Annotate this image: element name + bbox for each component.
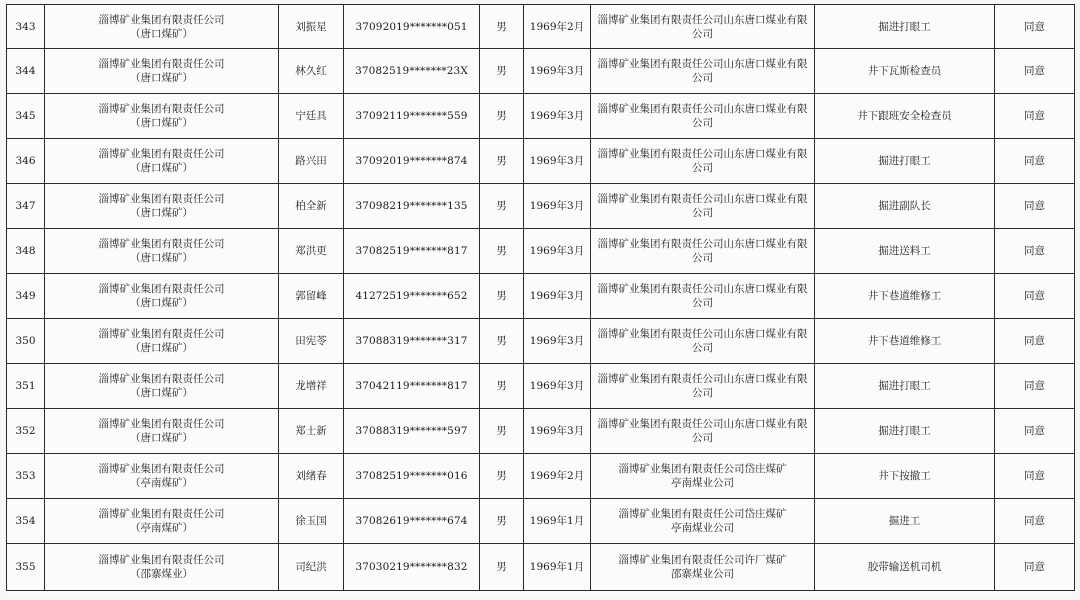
work-unit-cell (591, 49, 815, 94)
job-title: 掘进送料工 (815, 229, 995, 274)
company-cell-line: 淄博矿业集团有限责任公司 (98, 238, 225, 250)
sex-cell: 男 (480, 454, 524, 499)
table-row (7, 364, 1075, 409)
row-number: 343 (7, 5, 45, 49)
approval-cell: 同意 (995, 229, 1075, 274)
sex-cell: 男 (480, 274, 524, 319)
work-unit-cell (591, 544, 815, 591)
work-unit-cell-line: 公司 (692, 117, 713, 129)
work-unit-cell-line: 公司 (692, 252, 713, 264)
work-unit-cell-line: 公司 (692, 207, 713, 219)
id-number: 41272519*******652 (344, 274, 480, 319)
id-number: 37092019*******874 (344, 139, 480, 184)
approval-cell: 同意 (995, 499, 1075, 544)
approval-cell: 同意 (995, 184, 1075, 229)
birth-date: 1969年3月 (524, 274, 591, 319)
company-cell (45, 319, 279, 364)
job-title: 掘进打眼工 (815, 364, 995, 409)
job-title: 井下巷道维修工 (815, 274, 995, 319)
table-row (7, 499, 1075, 544)
company-cell-line: 淄博矿业集团有限责任公司 (98, 193, 225, 205)
work-unit-cell-line: 淄博矿业集团有限责任公司山东唐口煤业有限 (597, 193, 808, 205)
company-cell-line: （唐口煤矿） (130, 27, 193, 40)
table-row (7, 409, 1075, 454)
birth-date: 1969年3月 (524, 229, 591, 274)
work-unit-cell-line: 公司 (692, 387, 713, 399)
company-cell (45, 274, 279, 319)
company-cell-line: （亭南煤矿） (130, 477, 193, 489)
company-cell-line: 淄博矿业集团有限责任公司 (98, 508, 225, 520)
company-cell-line: 淄博矿业集团有限责任公司 (98, 103, 225, 115)
row-number: 351 (7, 364, 45, 409)
row-number: 352 (7, 409, 45, 454)
approval-cell: 同意 (995, 274, 1075, 319)
birth-date: 1969年3月 (524, 319, 591, 364)
company-cell (45, 5, 279, 49)
company-cell (45, 454, 279, 499)
company-cell-line: （唐口煤矿） (130, 72, 193, 84)
work-unit-cell-line: 淄博矿业集团有限责任公司山东唐口煤业有限 (597, 58, 808, 70)
work-unit-cell-line: 邵寨煤业公司 (671, 568, 734, 580)
work-unit-cell-line: 淄博矿业集团有限责任公司山东唐口煤业有限 (597, 283, 808, 295)
table-row (7, 5, 1075, 49)
work-unit-cell (591, 139, 815, 184)
work-unit-cell-line: 淄博矿业集团有限责任公司山东唐口煤业有限 (597, 418, 808, 430)
company-cell-line: （唐口煤矿） (130, 432, 193, 444)
company-cell-line: （唐口煤矿） (130, 162, 193, 174)
job-title: 胶带输送机司机 (815, 544, 995, 591)
company-cell-line: （唐口煤矿） (130, 387, 193, 399)
company-cell (45, 94, 279, 139)
id-number: 37098219*******135 (344, 184, 480, 229)
work-unit-cell-line: 淄博矿业集团有限责任公司山东唐口煤业有限 (597, 328, 808, 340)
company-cell (45, 499, 279, 544)
row-number: 349 (7, 274, 45, 319)
birth-date: 1969年1月 (524, 544, 591, 591)
personnel-table (6, 4, 1075, 591)
row-number: 344 (7, 49, 45, 94)
work-unit-cell-line: 淄博矿业集团有限责任公司山东唐口煤业有限 (597, 13, 808, 26)
company-cell-line: （唐口煤矿） (130, 342, 193, 354)
work-unit-cell-line: 公司 (692, 432, 713, 444)
birth-date: 1969年3月 (524, 184, 591, 229)
sex-cell: 男 (480, 184, 524, 229)
company-cell (45, 184, 279, 229)
job-title: 掘进工 (815, 499, 995, 544)
job-title: 井下巷道维修工 (815, 319, 995, 364)
company-cell-line: （唐口煤矿） (130, 252, 193, 264)
person-name: 柏全新 (279, 184, 344, 229)
table-row (7, 49, 1075, 94)
work-unit-cell (591, 5, 815, 49)
birth-date: 1969年2月 (524, 5, 591, 49)
birth-date: 1969年2月 (524, 454, 591, 499)
company-cell (45, 364, 279, 409)
sex-cell: 男 (480, 364, 524, 409)
sex-cell: 男 (480, 94, 524, 139)
company-cell-line: 淄博矿业集团有限责任公司 (98, 13, 225, 26)
work-unit-cell (591, 229, 815, 274)
person-name: 刘绪春 (279, 454, 344, 499)
work-unit-cell (591, 409, 815, 454)
work-unit-cell-line: 公司 (692, 162, 713, 174)
company-cell-line: 淄博矿业集团有限责任公司 (98, 283, 225, 295)
approval-cell: 同意 (995, 364, 1075, 409)
person-name: 徐玉国 (279, 499, 344, 544)
approval-cell: 同意 (995, 454, 1075, 499)
work-unit-cell-line: 淄博矿业集团有限责任公司山东唐口煤业有限 (597, 148, 808, 160)
person-name: 郑士新 (279, 409, 344, 454)
work-unit-cell (591, 274, 815, 319)
work-unit-cell-line: 公司 (692, 342, 713, 354)
person-name: 司纪洪 (279, 544, 344, 591)
work-unit-cell (591, 454, 815, 499)
work-unit-cell (591, 319, 815, 364)
person-name: 龙增祥 (279, 364, 344, 409)
company-cell-line: （唐口煤矿） (130, 117, 193, 129)
work-unit-cell-line: 淄博矿业集团有限责任公司山东唐口煤业有限 (597, 103, 808, 115)
person-name: 郭留峰 (279, 274, 344, 319)
birth-date: 1969年3月 (524, 49, 591, 94)
table-row (7, 94, 1075, 139)
row-number: 345 (7, 94, 45, 139)
work-unit-cell-line: 淄博矿业集团有限责任公司岱庄煤矿 (618, 508, 787, 520)
person-name: 林久红 (279, 49, 344, 94)
person-name: 刘振星 (279, 5, 344, 49)
row-number: 347 (7, 184, 45, 229)
table-row (7, 139, 1075, 184)
work-unit-cell (591, 184, 815, 229)
approval-cell: 同意 (995, 49, 1075, 94)
id-number: 37042119*******817 (344, 364, 480, 409)
person-name: 路兴田 (279, 139, 344, 184)
birth-date: 1969年1月 (524, 499, 591, 544)
company-cell (45, 544, 279, 591)
work-unit-cell (591, 364, 815, 409)
work-unit-cell-line: 亭南煤业公司 (671, 522, 734, 534)
row-number: 353 (7, 454, 45, 499)
work-unit-cell (591, 499, 815, 544)
company-cell-line: （邵寨煤业） (130, 568, 193, 580)
company-cell-line: 淄博矿业集团有限责任公司 (98, 418, 225, 430)
company-cell-line: 淄博矿业集团有限责任公司 (98, 148, 225, 160)
approval-cell: 同意 (995, 319, 1075, 364)
approval-cell: 同意 (995, 409, 1075, 454)
approval-cell: 同意 (995, 139, 1075, 184)
company-cell (45, 229, 279, 274)
company-cell (45, 49, 279, 94)
work-unit-cell-line: 淄博矿业集团有限责任公司许厂煤矿 (618, 554, 787, 566)
sex-cell: 男 (480, 5, 524, 49)
company-cell-line: （唐口煤矿） (130, 207, 193, 219)
row-number: 355 (7, 544, 45, 591)
work-unit-cell-line: 公司 (692, 72, 713, 84)
sex-cell: 男 (480, 499, 524, 544)
work-unit-cell (591, 94, 815, 139)
table-row (7, 319, 1075, 364)
table-row (7, 274, 1075, 319)
work-unit-cell-line: 公司 (692, 297, 713, 309)
person-name: 宁廷具 (279, 94, 344, 139)
company-cell (45, 139, 279, 184)
id-number: 37082519*******016 (344, 454, 480, 499)
work-unit-cell-line: 淄博矿业集团有限责任公司岱庄煤矿 (618, 463, 787, 475)
id-number: 37082519*******23X (344, 49, 480, 94)
sex-cell: 男 (480, 139, 524, 184)
job-title: 掘进打眼工 (815, 409, 995, 454)
company-cell-line: 淄博矿业集团有限责任公司 (98, 328, 225, 340)
row-number: 346 (7, 139, 45, 184)
id-number: 37082519*******817 (344, 229, 480, 274)
job-title: 井下瓦斯检查员 (815, 49, 995, 94)
table-row (7, 544, 1075, 591)
work-unit-cell-line: 亭南煤业公司 (671, 477, 734, 489)
job-title: 井下跟班安全检查员 (815, 94, 995, 139)
company-cell-line: 淄博矿业集团有限责任公司 (98, 373, 225, 385)
birth-date: 1969年3月 (524, 94, 591, 139)
id-number: 37082619*******674 (344, 499, 480, 544)
id-number: 37030219*******832 (344, 544, 480, 591)
table-row (7, 229, 1075, 274)
company-cell-line: （唐口煤矿） (130, 297, 193, 309)
job-title: 掘进打眼工 (815, 5, 995, 49)
id-number: 37092119*******559 (344, 94, 480, 139)
birth-date: 1969年3月 (524, 409, 591, 454)
work-unit-cell-line: 淄博矿业集团有限责任公司山东唐口煤业有限 (597, 373, 808, 385)
table-row (7, 184, 1075, 229)
sex-cell: 男 (480, 49, 524, 94)
sex-cell: 男 (480, 409, 524, 454)
id-number: 37092019*******051 (344, 5, 480, 49)
person-name: 田宪苓 (279, 319, 344, 364)
id-number: 37088319*******317 (344, 319, 480, 364)
person-name: 郑洪更 (279, 229, 344, 274)
approval-cell: 同意 (995, 5, 1075, 49)
birth-date: 1969年3月 (524, 139, 591, 184)
sex-cell: 男 (480, 229, 524, 274)
company-cell-line: 淄博矿业集团有限责任公司 (98, 58, 225, 70)
table-row (7, 454, 1075, 499)
sex-cell: 男 (480, 544, 524, 591)
company-cell-line: 淄博矿业集团有限责任公司 (98, 463, 225, 475)
approval-cell: 同意 (995, 544, 1075, 591)
company-cell (45, 409, 279, 454)
company-cell-line: 淄博矿业集团有限责任公司 (98, 554, 225, 566)
document-page (6, 4, 1074, 596)
job-title: 掘进打眼工 (815, 139, 995, 184)
id-number: 37088319*******597 (344, 409, 480, 454)
row-number: 354 (7, 499, 45, 544)
row-number: 348 (7, 229, 45, 274)
work-unit-cell-line: 淄博矿业集团有限责任公司山东唐口煤业有限 (597, 238, 808, 250)
job-title: 井下按撤工 (815, 454, 995, 499)
approval-cell: 同意 (995, 94, 1075, 139)
job-title: 掘进副队长 (815, 184, 995, 229)
work-unit-cell-line: 公司 (692, 27, 713, 40)
table-body (7, 5, 1075, 591)
birth-date: 1969年3月 (524, 364, 591, 409)
row-number: 350 (7, 319, 45, 364)
sex-cell: 男 (480, 319, 524, 364)
company-cell-line: （亭南煤矿） (130, 522, 193, 534)
